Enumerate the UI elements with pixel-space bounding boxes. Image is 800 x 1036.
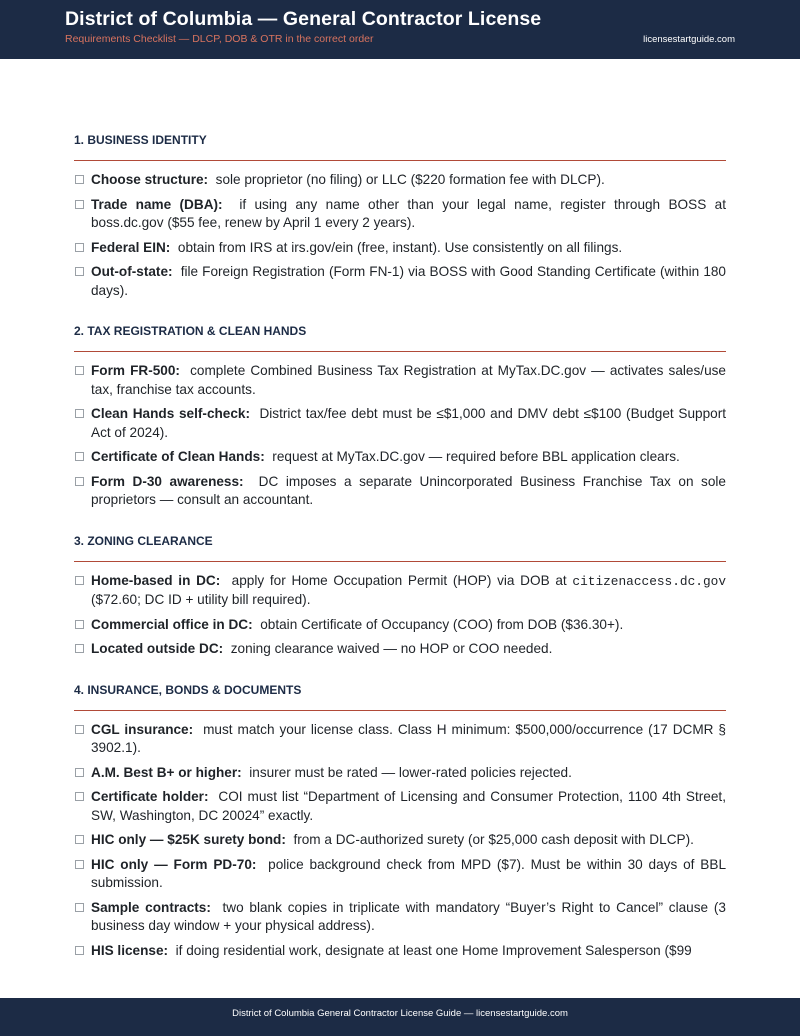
section-heading: 2. TAX REGISTRATION & CLEAN HANDS bbox=[74, 314, 726, 352]
item-label: Form D-30 awareness: bbox=[91, 473, 244, 489]
item-text: two blank copies in triplicate with mandatory “Buyer’s Right to Cancel” clause (3 business day window + your physical address). bbox=[91, 899, 726, 933]
checklist-item bbox=[74, 942, 726, 961]
checklist bbox=[74, 171, 726, 300]
checklist-item bbox=[74, 239, 726, 258]
checklist-item bbox=[74, 448, 726, 467]
checklist-item bbox=[74, 405, 726, 442]
header-site-link: licensestartguide.com bbox=[643, 34, 735, 45]
page-subtitle: Requirements Checklist — DLCP, DOB & OTR in the correct order bbox=[65, 33, 374, 45]
section-tax-registration bbox=[74, 314, 726, 510]
checklist-item bbox=[74, 788, 726, 825]
checkbox[interactable] bbox=[75, 768, 84, 777]
item-label: Form FR-500: bbox=[91, 363, 180, 378]
checklist bbox=[74, 572, 726, 659]
item-label: Clean Hands self-check: bbox=[91, 406, 251, 421]
item-label: Choose structure: bbox=[91, 172, 209, 187]
checkbox[interactable] bbox=[75, 792, 84, 801]
item-text: complete Combined Business Tax Registration at MyTax.DC.gov — activates sales/use tax, franchise tax accounts. bbox=[91, 363, 726, 397]
item-label: Sample contracts: bbox=[91, 899, 211, 915]
checklist-item bbox=[74, 171, 726, 190]
item-text: insurer must be rated — lower-rated policies rejected. bbox=[249, 764, 572, 780]
section-heading: 3. ZONING CLEARANCE bbox=[74, 524, 726, 562]
item-text: COI must list “Department of Licensing and Consumer Protection, 1100 4th Street, SW, Washington, DC 20024” exactly. bbox=[91, 789, 726, 823]
checklist bbox=[74, 362, 726, 510]
checkbox[interactable] bbox=[75, 477, 84, 486]
item-text: ($72.60; DC ID + utility bill required). bbox=[91, 592, 311, 607]
item-text: must match your license class. Class H minimum: $500,000/occurrence (17 DCMR § 3902.1). bbox=[91, 721, 726, 755]
item-text: if using any name other than your legal name, register through BOSS at boss.dc.gov ($55 fee, renew by April 1 every 2 years). bbox=[91, 196, 726, 230]
checkbox[interactable] bbox=[75, 725, 84, 734]
checklist-item bbox=[74, 721, 726, 758]
checkbox[interactable] bbox=[75, 452, 84, 461]
citizenaccess-link[interactable]: citizenaccess.dc.gov bbox=[572, 573, 726, 589]
page-footer bbox=[0, 998, 800, 1036]
checkbox[interactable] bbox=[75, 903, 84, 912]
checkbox[interactable] bbox=[75, 267, 84, 276]
item-label: Certificate holder: bbox=[91, 789, 209, 804]
checklist-item bbox=[74, 640, 726, 659]
section-heading: 1. BUSINESS IDENTITY bbox=[74, 123, 726, 161]
checkbox[interactable] bbox=[75, 366, 84, 375]
checklist-item bbox=[74, 362, 726, 399]
item-label: Federal EIN: bbox=[91, 239, 171, 255]
item-label: Certificate of Clean Hands: bbox=[91, 449, 265, 464]
item-label: Commercial office in DC: bbox=[91, 616, 253, 632]
item-label: Out-of-state: bbox=[91, 264, 173, 279]
item-text: from a DC-authorized surety (or $25,000 cash deposit with DLCP). bbox=[293, 832, 694, 847]
checkbox[interactable] bbox=[75, 860, 84, 869]
item-text: request at MyTax.DC.gov — required before BBL application clears. bbox=[272, 449, 680, 464]
item-label: Trade name (DBA): bbox=[91, 196, 223, 212]
checklist-item bbox=[74, 831, 726, 850]
item-label: Located outside DC: bbox=[91, 641, 224, 656]
item-label: HIC only — $25K surety bond: bbox=[91, 832, 286, 847]
page-title: District of Columbia — General Contractor License bbox=[65, 8, 542, 30]
item-label: HIS license: bbox=[91, 942, 169, 958]
checklist-item bbox=[74, 263, 726, 300]
item-text: District tax/fee debt must be ≤$1,000 and DMV debt ≤$100 (Budget Support Act of 2024). bbox=[91, 406, 726, 440]
item-label: Home-based in DC: bbox=[91, 572, 221, 588]
item-text: apply for Home Occupation Permit (HOP) via DOB at bbox=[231, 572, 567, 588]
checklist bbox=[74, 721, 726, 961]
section-insurance-bonds bbox=[74, 673, 726, 961]
checkbox[interactable] bbox=[75, 620, 84, 629]
item-text: police background check from MPD ($7). Must be within 30 days of BBL submission. bbox=[91, 856, 727, 890]
footer-text: District of Columbia General Contractor License Guide — licensestartguide.com bbox=[232, 1008, 568, 1019]
item-text: zoning clearance waived — no HOP or COO needed. bbox=[230, 641, 553, 656]
section-zoning-clearance bbox=[74, 524, 726, 659]
checkbox[interactable] bbox=[75, 835, 84, 844]
section-heading: 4. INSURANCE, BONDS & DOCUMENTS bbox=[74, 673, 726, 711]
checklist-item bbox=[74, 616, 726, 635]
item-text: sole proprietor (no filing) or LLC ($220 formation fee with DLCP). bbox=[215, 172, 605, 187]
item-text: obtain from IRS at irs.gov/ein (free, instant). Use consistently on all filings. bbox=[177, 239, 623, 255]
page-header bbox=[0, 0, 800, 59]
item-text: file Foreign Registration (Form FN-1) via BOSS with Good Standing Certificate (within 180 days). bbox=[91, 264, 726, 298]
item-label: HIC only — Form PD-70: bbox=[91, 856, 257, 872]
checklist-content bbox=[74, 123, 726, 974]
item-text: if doing residential work, designate at least one Home Improvement Salesperson ($99 bbox=[175, 942, 692, 958]
section-business-identity bbox=[74, 123, 726, 300]
checkbox[interactable] bbox=[75, 946, 84, 955]
checklist-item bbox=[74, 856, 726, 893]
item-text: obtain Certificate of Occupancy (COO) from DOB ($36.30+). bbox=[260, 616, 624, 632]
checkbox[interactable] bbox=[75, 409, 84, 418]
checkbox[interactable] bbox=[75, 576, 84, 585]
item-text: DC imposes a separate Unincorporated Business Franchise Tax on sole proprietors — consult an accountant. bbox=[91, 473, 726, 507]
checkbox[interactable] bbox=[75, 175, 84, 184]
checklist-item bbox=[74, 899, 726, 936]
checklist-item bbox=[74, 764, 726, 783]
checklist-item bbox=[74, 473, 726, 510]
item-label: CGL insurance: bbox=[91, 721, 194, 737]
checklist-item bbox=[74, 196, 726, 233]
checkbox[interactable] bbox=[75, 200, 84, 209]
checklist-item bbox=[74, 572, 726, 610]
checkbox[interactable] bbox=[75, 644, 84, 653]
checkbox[interactable] bbox=[75, 243, 84, 252]
item-label: A.M. Best B+ or higher: bbox=[91, 764, 242, 780]
